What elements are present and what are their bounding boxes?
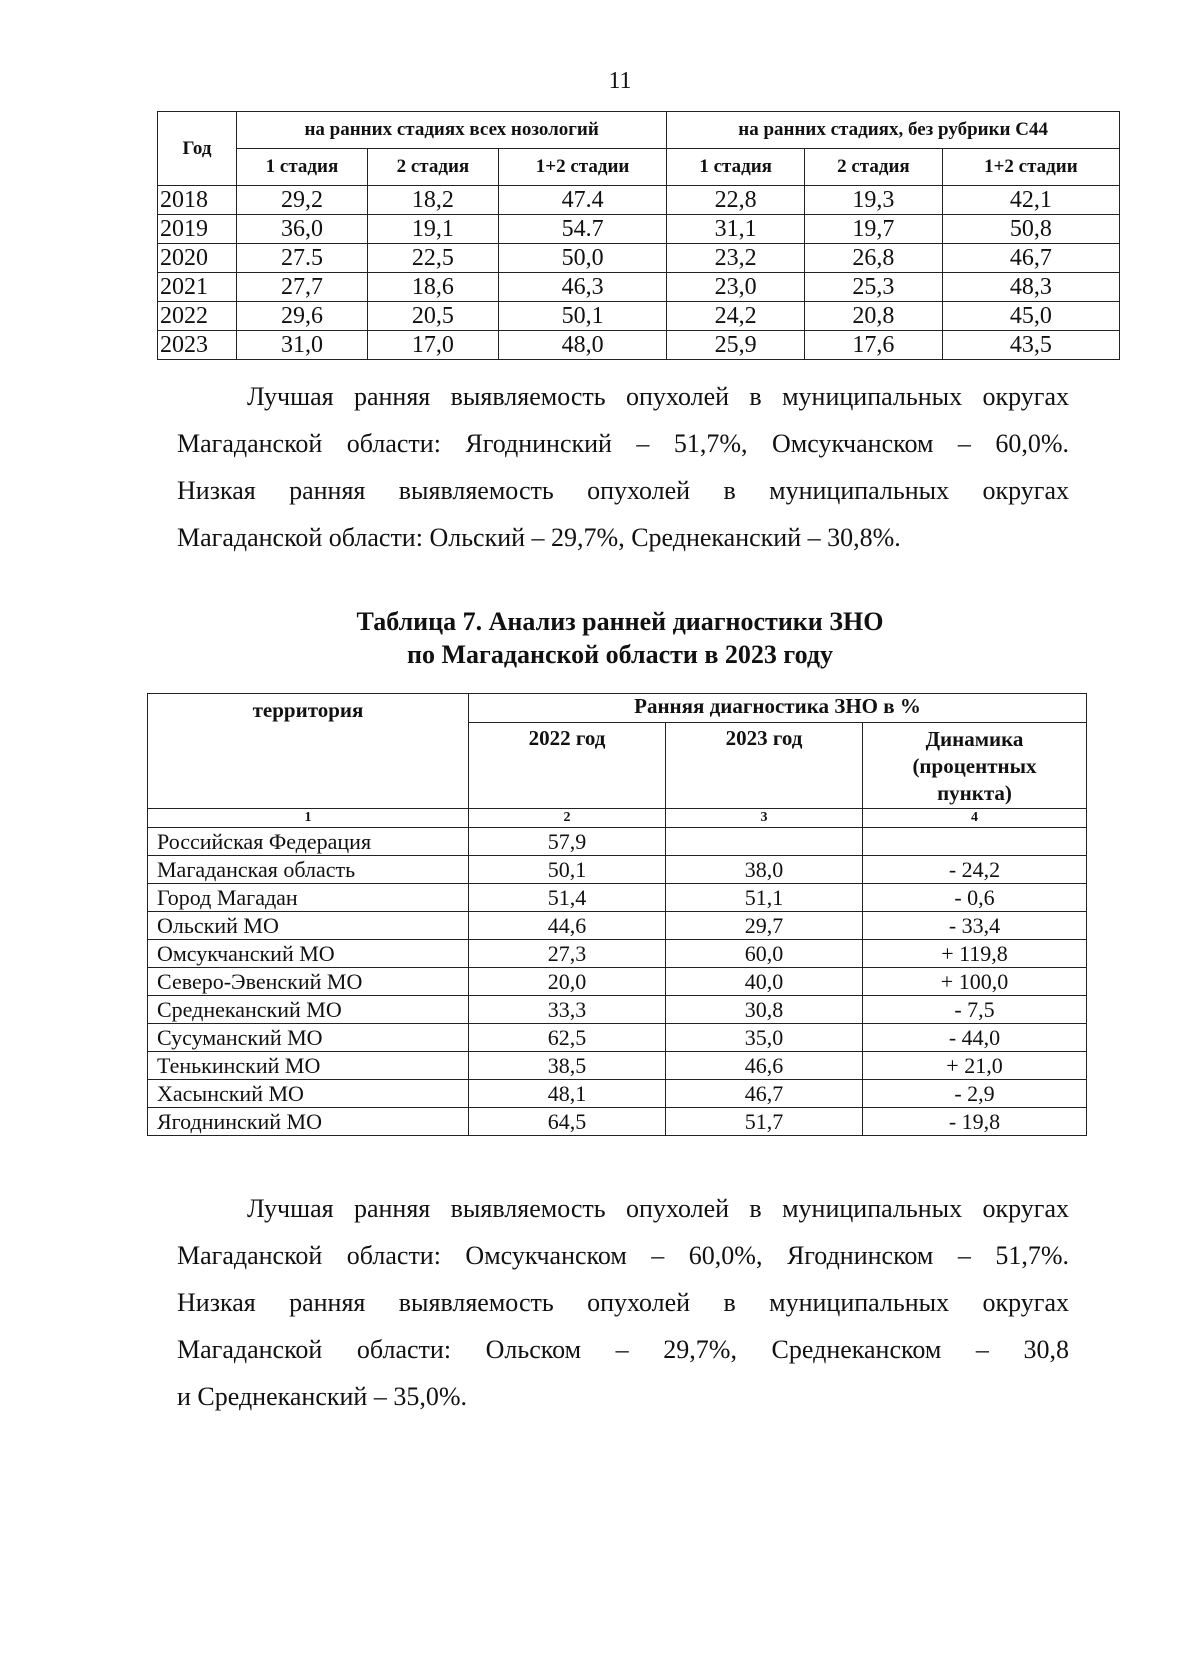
table-title-line1: Таблица 7. Анализ ранней диагностики ЗНО (356, 607, 884, 636)
value-cell: 25,9 (667, 331, 805, 360)
col-2022-header: 2022 год (469, 723, 666, 809)
value-cell: 57,9 (469, 828, 666, 856)
sub-header: 2 стадия (805, 149, 943, 186)
value-cell: 54.7 (498, 215, 666, 244)
table-row (148, 884, 1087, 912)
paragraph-line: Низкая ранняя выявляемость опухолей в муниципальных округах (177, 476, 1069, 505)
paragraph-line: и Среднеканский – 35,0%. (177, 1382, 467, 1411)
value-cell: 30,8 (666, 996, 863, 1024)
paragraph-1 (177, 373, 1069, 561)
value-cell: + 119,8 (863, 940, 1087, 968)
value-cell: 46,3 (498, 273, 666, 302)
value-cell: 45,0 (942, 302, 1119, 331)
territory-header: территория (148, 694, 469, 809)
value-cell: 22,5 (367, 244, 498, 273)
table-row (158, 331, 1120, 360)
value-cell: 24,2 (667, 302, 805, 331)
value-cell: 46,6 (666, 1052, 863, 1080)
value-cell: 19,7 (805, 215, 943, 244)
year-cell: 2019 (158, 215, 237, 244)
value-cell: 33,3 (469, 996, 666, 1024)
value-cell: - 33,4 (863, 912, 1087, 940)
value-cell: 31,0 (237, 331, 368, 360)
table-row (148, 1052, 1087, 1080)
territory-cell: Северо-Эвенский МО (148, 968, 469, 996)
territory-cell: Город Магадан (148, 884, 469, 912)
value-cell: - 19,8 (863, 1108, 1087, 1136)
sub-header: 2 стадия (367, 149, 498, 186)
year-cell: 2022 (158, 302, 237, 331)
value-cell: 44,6 (469, 912, 666, 940)
value-cell: 20,8 (805, 302, 943, 331)
table-row (158, 215, 1120, 244)
table-row (148, 1080, 1087, 1108)
value-cell: 51,1 (666, 884, 863, 912)
paragraph-line: Магаданской области: Ольский – 29,7%, Среднеканский – 30,8%. (177, 523, 901, 552)
value-cell: 50,1 (469, 856, 666, 884)
year-cell: 2020 (158, 244, 237, 273)
table-row (148, 828, 1087, 856)
table-row (148, 856, 1087, 884)
paragraph-line: Магаданской области: Омсукчанском – 60,0%, Ягоднинском – 51,7%. (177, 1241, 1069, 1270)
table-row (158, 244, 1120, 273)
value-cell: 51,7 (666, 1108, 863, 1136)
regional-diagnostics-table (147, 693, 1087, 1136)
value-cell: 19,3 (805, 186, 943, 215)
territory-cell: Хасынский МО (148, 1080, 469, 1108)
value-cell: 50,1 (498, 302, 666, 331)
territory-cell: Магаданская область (148, 856, 469, 884)
paragraph-line: Магаданской области: Ягоднинский – 51,7%, Омсукчанском – 60,0%. (177, 429, 1069, 458)
value-cell: 23,0 (667, 273, 805, 302)
value-cell: 27,3 (469, 940, 666, 968)
value-cell: 48,0 (498, 331, 666, 360)
value-cell: 35,0 (666, 1024, 863, 1052)
value-cell (863, 828, 1087, 856)
value-cell: 46,7 (666, 1080, 863, 1108)
page-number: 11 (608, 68, 632, 94)
sub-header: 1 стадия (237, 149, 368, 186)
col-number: 4 (863, 809, 1087, 828)
value-cell: - 24,2 (863, 856, 1087, 884)
value-cell: 62,5 (469, 1024, 666, 1052)
year-cell: 2021 (158, 273, 237, 302)
sub-header: 1+2 стадии (498, 149, 666, 186)
paragraph-line: Лучшая ранняя выявляемость опухолей в муниципальных округах (247, 1194, 1069, 1223)
table-row (148, 1024, 1087, 1052)
value-cell: - 0,6 (863, 884, 1087, 912)
paragraph-2 (177, 1185, 1069, 1420)
table-row (148, 996, 1087, 1024)
sub-header: 1+2 стадии (942, 149, 1119, 186)
value-cell: 50,0 (498, 244, 666, 273)
value-cell: 64,5 (469, 1108, 666, 1136)
col-dynamics-header: Динамика (процентных пункта) (863, 723, 1087, 809)
group1-header: на ранних стадиях всех нозологий (237, 112, 667, 149)
table-row (158, 302, 1120, 331)
value-cell: 17,0 (367, 331, 498, 360)
value-cell: 29,7 (666, 912, 863, 940)
value-cell: - 2,9 (863, 1080, 1087, 1108)
territory-cell: Ягоднинский МО (148, 1108, 469, 1136)
value-cell: 26,8 (805, 244, 943, 273)
group-header: Ранняя диагностика ЗНО в % (469, 694, 1087, 723)
value-cell: - 7,5 (863, 996, 1087, 1024)
value-cell: 18,2 (367, 186, 498, 215)
year-cell: 2023 (158, 331, 237, 360)
value-cell: 40,0 (666, 968, 863, 996)
sub-header: 1 стадия (667, 149, 805, 186)
value-cell: 38,5 (469, 1052, 666, 1080)
value-cell: 60,0 (666, 940, 863, 968)
territory-cell: Ольский МО (148, 912, 469, 940)
col-number: 3 (666, 809, 863, 828)
value-cell: + 21,0 (863, 1052, 1087, 1080)
value-cell: 36,0 (237, 215, 368, 244)
paragraph-line: Лучшая ранняя выявляемость опухолей в муниципальных округах (247, 382, 1069, 411)
table-row (148, 968, 1087, 996)
value-cell: 43,5 (942, 331, 1119, 360)
value-cell: 17,6 (805, 331, 943, 360)
value-cell: 46,7 (942, 244, 1119, 273)
value-cell: 27.5 (237, 244, 368, 273)
value-cell: - 44,0 (863, 1024, 1087, 1052)
col-number: 1 (148, 809, 469, 828)
territory-cell: Сусуманский МО (148, 1024, 469, 1052)
col-2023-header: 2023 год (666, 723, 863, 809)
value-cell: 29,6 (237, 302, 368, 331)
table-row (158, 273, 1120, 302)
table-row (148, 1108, 1087, 1136)
table-row (148, 912, 1087, 940)
value-cell: 31,1 (667, 215, 805, 244)
paragraph-line: Магаданской области: Ольском – 29,7%, Среднеканском – 30,8 (177, 1335, 1069, 1364)
territory-cell: Омсукчанский МО (148, 940, 469, 968)
paragraph-line: Низкая ранняя выявляемость опухолей в муниципальных округах (177, 1288, 1069, 1317)
territory-cell: Тенькинский МО (148, 1052, 469, 1080)
year-header: Год (158, 112, 237, 186)
value-cell: 20,5 (367, 302, 498, 331)
table-title-line2: по Магаданской области в 2023 году (407, 640, 833, 669)
territory-cell: Среднеканский МО (148, 996, 469, 1024)
value-cell: 23,2 (667, 244, 805, 273)
value-cell: 42,1 (942, 186, 1119, 215)
value-cell: 38,0 (666, 856, 863, 884)
value-cell: 19,1 (367, 215, 498, 244)
territory-cell: Российская Федерация (148, 828, 469, 856)
table-title (260, 605, 980, 671)
table1-body (158, 186, 1120, 360)
value-cell: 27,7 (237, 273, 368, 302)
value-cell: 29,2 (237, 186, 368, 215)
value-cell: 48,1 (469, 1080, 666, 1108)
table-row (148, 940, 1087, 968)
table-row (158, 186, 1120, 215)
value-cell: 48,3 (942, 273, 1119, 302)
early-stage-table (157, 111, 1120, 360)
group2-header: на ранних стадиях, без рубрики С44 (667, 112, 1120, 149)
value-cell (666, 828, 863, 856)
value-cell: 18,6 (367, 273, 498, 302)
value-cell: 25,3 (805, 273, 943, 302)
value-cell: 51,4 (469, 884, 666, 912)
value-cell: 20,0 (469, 968, 666, 996)
value-cell: + 100,0 (863, 968, 1087, 996)
col-number: 2 (469, 809, 666, 828)
value-cell: 50,8 (942, 215, 1119, 244)
value-cell: 22,8 (667, 186, 805, 215)
value-cell: 47.4 (498, 186, 666, 215)
table2-body (148, 828, 1087, 1136)
year-cell: 2018 (158, 186, 237, 215)
